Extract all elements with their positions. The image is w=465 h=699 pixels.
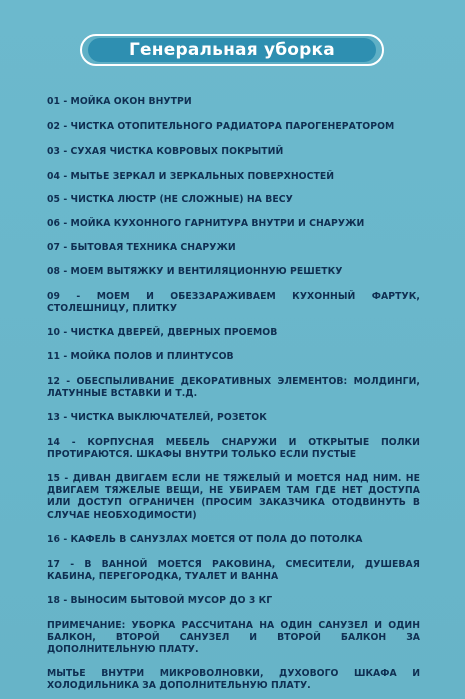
list-item: 02 - ЧИСТКА ОТОПИТЕЛЬНОГО РАДИАТОРА ПАРОГЕНЕРАТОРОМ: [47, 121, 395, 132]
list-item: 05 - ЧИСТКА ЛЮСТР (НЕ СЛОЖНЫЕ) НА ВЕСУ: [47, 194, 293, 205]
note-paragraph: ПРИМЕЧАНИЕ: УБОРКА РАССЧИТАНА НА ОДИН САНУЗЕЛ И ОДИН БАЛКОН, ВТОРОЙ САНУЗЕЛ И ВТОРОЙ БАЛКОН ЗА ДОПОЛНИТЕЛЬНУЮ ПЛАТУ.: [47, 620, 420, 656]
list-item: 07 - БЫТОВАЯ ТЕХНИКА СНАРУЖИ: [47, 242, 236, 253]
list-item: 14 - КОРПУСНАЯ МЕБЕЛЬ СНАРУЖИ И ОТКРЫТЫЕ ПОЛКИ ПРОТИРАЮТСЯ. ШКАФЫ ВНУТРИ ТОЛЬКО ЕСЛИ ПУСТЫЕ: [47, 437, 420, 461]
list-item: 09 - МОЕМ И ОБЕЗЗАРАЖИВАЕМ КУХОННЫЙ ФАРТУК, СТОЛЕШНИЦУ, ПЛИТКУ: [47, 291, 420, 315]
list-item: 10 - ЧИСТКА ДВЕРЕЙ, ДВЕРНЫХ ПРОЕМОВ: [47, 327, 278, 338]
title-banner: [80, 34, 384, 66]
page-title: Генеральная уборка: [88, 38, 376, 62]
list-item: 17 - В ВАННОЙ МОЕТСЯ РАКОВИНА, СМЕСИТЕЛИ, ДУШЕВАЯ КАБИНА, ПЕРЕГОРОДКА, ТУАЛЕТ И ВАННА: [47, 559, 420, 583]
note-paragraph: МЫТЬЕ ВНУТРИ МИКРОВОЛНОВКИ, ДУХОВОГО ШКАФА И ХОЛОДИЛЬНИКА ЗА ДОПОЛНИТЕЛЬНУЮ ПЛАТУ.: [47, 668, 420, 692]
list-item: 04 - МЫТЬЕ ЗЕРКАЛ И ЗЕРКАЛЬНЫХ ПОВЕРХНОСТЕЙ: [47, 171, 335, 182]
list-item: 08 - МОЕМ ВЫТЯЖКУ И ВЕНТИЛЯЦИОННУЮ РЕШЕТКУ: [47, 266, 343, 277]
list-item: 11 - МОЙКА ПОЛОВ И ПЛИНТУСОВ: [47, 351, 234, 362]
list-item: 03 - СУХАЯ ЧИСТКА КОВРОВЫХ ПОКРЫТИЙ: [47, 146, 284, 157]
list-item: 06 - МОЙКА КУХОННОГО ГАРНИТУРА ВНУТРИ И СНАРУЖИ: [47, 218, 365, 229]
list-item: 13 - ЧИСТКА ВЫКЛЮЧАТЕЛЕЙ, РОЗЕТОК: [47, 412, 267, 423]
list-item: 18 - ВЫНОСИМ БЫТОВОЙ МУСОР ДО 3 КГ: [47, 595, 273, 606]
list-item: 15 - ДИВАН ДВИГАЕМ ЕСЛИ НЕ ТЯЖЕЛЫЙ И МОЕТСЯ НАД НИМ. НЕ ДВИГАЕМ ТЯЖЕЛЫЕ ВЕЩИ, НЕ УБИРАЕМ ТАМ ГДЕ НЕТ ДОСТУПА ИЛИ ДОСТУП ОГРАНИЧЕН (ПРОСИМ ЗАКАЗЧИКА ОТОДВИНУТЬ В СЛУЧАЕ НЕОБХОДИМОСТИ): [47, 473, 420, 521]
list-item: 01 - МОЙКА ОКОН ВНУТРИ: [47, 96, 192, 107]
list-item: 12 - ОБЕСПЫЛИВАНИЕ ДЕКОРАТИВНЫХ ЭЛЕМЕНТОВ: МОЛДИНГИ, ЛАТУННЫЕ ВСТАВКИ И Т.Д.: [47, 376, 420, 400]
list-item: 16 - КАФЕЛЬ В САНУЗЛАХ МОЕТСЯ ОТ ПОЛА ДО ПОТОЛКА: [47, 534, 363, 545]
